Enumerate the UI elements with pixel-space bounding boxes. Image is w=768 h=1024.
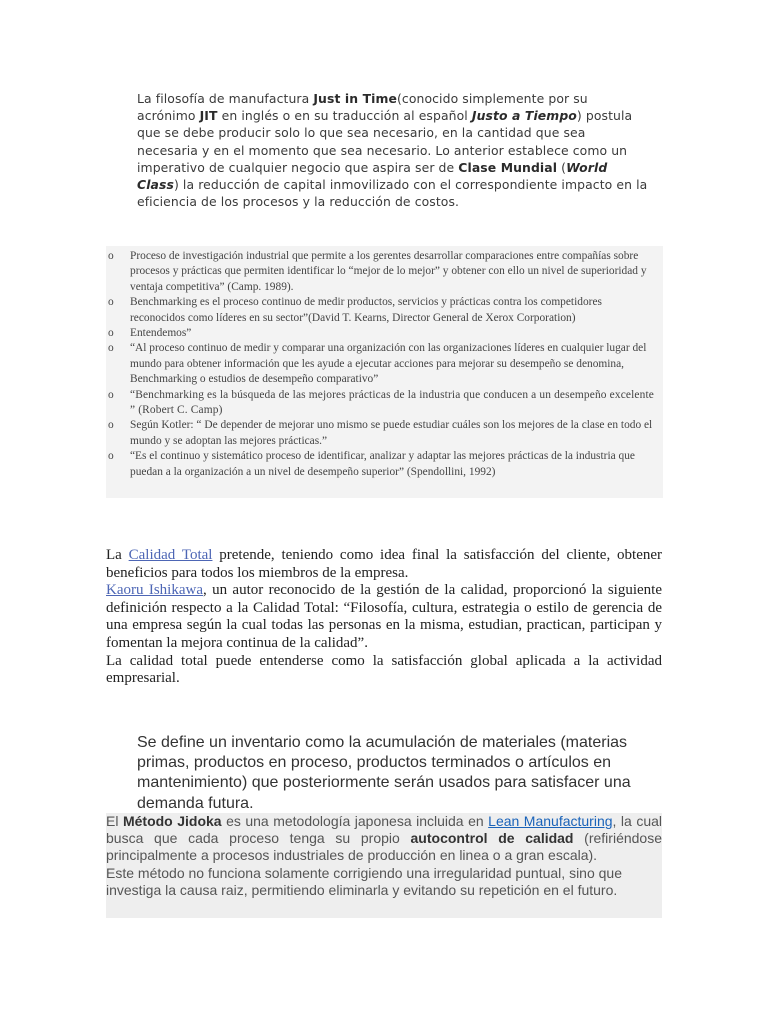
jidoka-paragraph	[106, 813, 662, 865]
list-item-text: Proceso de investigación industrial que permite a los gerentes desarrollar comparaciones entre compañías sobre procesos y prácticas que permiten identificar lo “mejor de lo mejor” y obtener con ello un nivel de superioridad y ventaja competitiva” (Camp. 1989).	[130, 250, 647, 293]
calidad-text: pretende, teniendo como idea final la satisfacción del cliente, obtener beneficios para todos los miembros de la empresa.	[106, 547, 663, 581]
list-item	[106, 449, 663, 480]
calidad-total-section	[106, 547, 662, 688]
list-bullet: o	[108, 327, 114, 340]
jit-text: La filosofía de manufactura	[137, 91, 314, 106]
list-item-text: “Al proceso continuo de medir y comparar una organización con las organizaciones líderes en cualquier lugar del mundo para obtener información que les ayude a ejecutar acciones para mejorar su desempeño se denomina, Benchmarking o estudios de desempeño comparativo”	[130, 342, 647, 386]
ishikawa-text: , un autor reconocido de la gestión de la calidad, proporcionó la siguiente definición respecto a la Calidad Total: “Filosofía, cultura, estrategia o estilo de gerencia de una empresa según la cual todas las personas en la misma, estudian, practican, participan y fomentan la mejora continua de la calidad”.	[106, 582, 662, 651]
calidad-text: La	[106, 547, 129, 563]
list-item	[106, 295, 663, 326]
jit-term-justo-a-tiempo: Justo a Tiempo	[471, 108, 577, 124]
list-bullet: o	[108, 296, 114, 309]
list-bullet: o	[108, 419, 114, 432]
calidad-paragraph	[106, 547, 662, 582]
benchmarking-definitions	[106, 246, 663, 498]
jit-text: ) la reducción de capital inmovilizado con el correspondiente impacto en la eficiencia de los procesos y la reducción de costos.	[137, 177, 648, 210]
list-item	[106, 341, 663, 387]
list-bullet: o	[108, 250, 114, 262]
jit-text: en inglés o en su traducción al español	[217, 108, 472, 124]
jit-text: (	[557, 159, 567, 175]
autocontrol-term: autocontrol de calidad	[410, 830, 574, 847]
jidoka-text: (refiriéndose principalmente a procesos industriales de producción en linea o a gran escala).	[106, 830, 662, 864]
list-item	[106, 388, 663, 419]
inventario-definition: Se define un inventario como la acumulación de materiales (materias primas, productos en proceso, productos terminados o artículos en mantenimiento) que posteriormente serán usados para satisfacer una demanda futura.	[137, 734, 631, 812]
list-item-text: “Es el continuo y sistemático proceso de identificar, analizar y adaptar las mejores prácticas de la industria que puedan a la organización a un nivel de desempeño superior” (Spendollini, 1992)	[130, 450, 635, 478]
jidoka-section	[106, 813, 662, 918]
jit-term-clase-mundial: Clase Mundial	[458, 159, 558, 175]
jit-text: ) postula que se debe producir solo lo que sea necesario, en la cantidad que sea necesaria y en el momento que sea necesario. Lo anterior establece como un imperativo de cualquier negocio que aspira ser de	[137, 108, 633, 175]
list-item	[106, 249, 663, 295]
jidoka-text: El	[106, 813, 123, 829]
jidoka-text: , la cual busca que cada proceso tenga su propio	[106, 813, 662, 847]
benchmarking-list	[106, 249, 663, 480]
jit-term-just-in-time: Just in Time	[313, 91, 397, 106]
jit-paragraph	[137, 90, 649, 210]
jit-text: (conocido simplemente por su acrónimo	[137, 91, 588, 124]
list-item-text: Según Kotler: “ De depender de mejorar uno mismo se puede estudiar cuáles son los mejores de la clase en todo el mundo y se adoptan las mejores prácticas.”	[130, 419, 653, 447]
jit-term-jit: JIT	[199, 108, 218, 124]
jit-term-world-class: World Class	[137, 159, 608, 193]
jidoka-text: es una metodología japonesa incluida en	[221, 813, 489, 829]
list-item	[106, 326, 663, 341]
calidad-total-link[interactable]: Calidad Total	[128, 547, 213, 563]
jidoka-term: Método Jidoka	[122, 813, 222, 829]
list-bullet: o	[108, 450, 114, 463]
kaoru-ishikawa-link[interactable]: Kaoru Ishikawa	[106, 582, 203, 599]
lean-manufacturing-link[interactable]: Lean Manufacturing	[488, 813, 613, 829]
ishikawa-paragraph	[106, 582, 662, 652]
list-item-text: Benchmarking es el proceso continuo de medir productos, servicios y prácticas contra los competidores reconocidos como líderes en su sector”(David T. Kearns, Director General de Xerox Corporation)	[130, 296, 602, 324]
list-item-text: “Benchmarking es la búsqueda de las mejores prácticas de la industria que conducen a un desempeño excelente ” (Robert C. Camp)	[130, 388, 655, 417]
list-bullet: o	[108, 342, 114, 355]
list-item-text: Entendemos”	[130, 327, 192, 340]
list-bullet: o	[108, 388, 114, 401]
list-item	[106, 418, 663, 449]
jidoka-paragraph-2: Este método no funciona solamente corrigiendo una irregularidad puntual, sino que investiga la causa raiz, permitiendo eliminarla y evitando su repetición en el futuro.	[106, 864, 623, 898]
calidad-global-paragraph: La calidad total puede entenderse como la satisfacción global aplicada a la actividad empresarial.	[106, 652, 662, 687]
